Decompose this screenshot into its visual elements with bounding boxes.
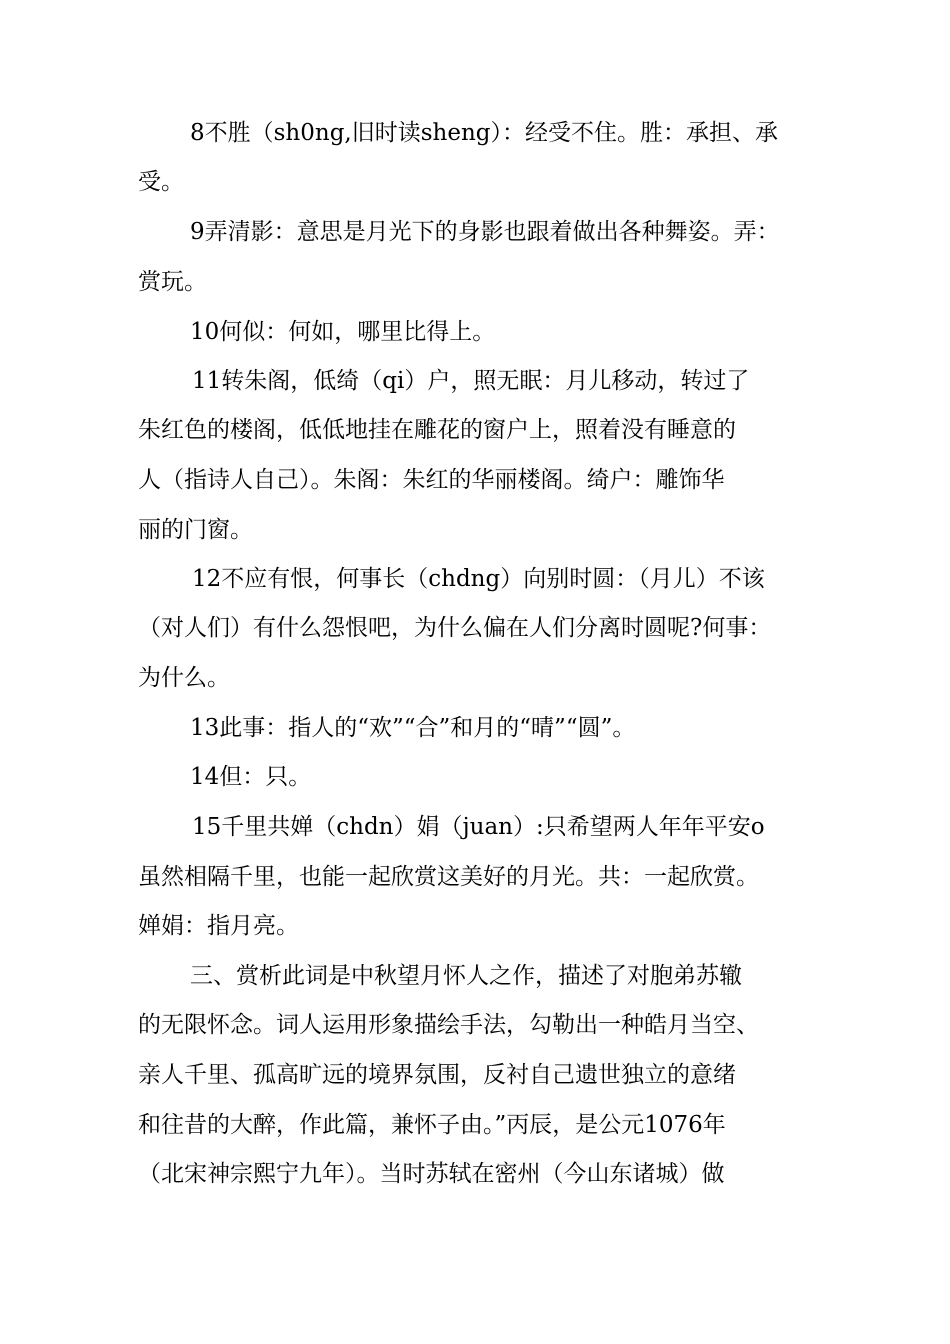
text-line: 的无限怀念。词人运用形象描绘手法，勾勒出一种皓月当空、	[138, 1012, 759, 1038]
text-line: 朱红色的楼阁，低低地挂在雕花的窗户上，照着没有睡意的	[138, 417, 736, 443]
text-line: （对人们）有什么怨恨吧，为什么偏在人们分离时圆呢?何事：	[138, 615, 772, 641]
text-line: 15千里共婵（chdn）娟（juan）:只希望两人年年平安o	[192, 814, 765, 840]
text-line: 为什么。	[138, 665, 230, 691]
text-line: 13此事：指人的“欢”“合”和月的“晴”“圆”。	[190, 715, 636, 741]
text-line: 9弄清影：意思是月光下的身影也跟着做出各种舞姿。弄：	[190, 219, 780, 245]
text-line: 三、赏析此词是中秋望月怀人之作，描述了对胞弟苏辙	[190, 963, 742, 989]
text-line: 11转朱阁，低绮（qi）户，照无眠：月儿移动，转过了	[192, 368, 750, 394]
text-line: 8不胜（sh0ng,旧时读sheng）：经受不住。胜：承担、承	[190, 120, 778, 146]
text-line: 丽的门窗。	[138, 517, 253, 543]
text-line: 14但：只。	[190, 764, 312, 790]
text-line: 婵娟：指月亮。	[138, 913, 299, 939]
text-line: 亲人千里、孤高旷远的境界氛围，反衬自己遗世独立的意绪	[138, 1062, 736, 1088]
text-line: 10何似：何如，哪里比得上。	[190, 319, 496, 345]
text-line: 虽然相隔千里，也能一起欣赏这美好的月光。共：一起欣赏。	[138, 864, 759, 890]
text-line: 12不应有恨，何事长（chdng）向别时圆：（月儿）不该	[192, 566, 765, 592]
text-line: 和往昔的大醉，作此篇，兼怀子由。”丙辰，是公元1076年	[138, 1112, 726, 1138]
text-line: 人（指诗人自己）。朱阁：朱红的华丽楼阁。绮户：雕饰华	[138, 467, 725, 493]
text-line: 赏玩。	[138, 269, 207, 295]
text-line: （北宋神宗熙宁九年）。当时苏轼在密州（今山东诸城）做	[138, 1161, 725, 1187]
text-line: 受。	[138, 169, 184, 195]
